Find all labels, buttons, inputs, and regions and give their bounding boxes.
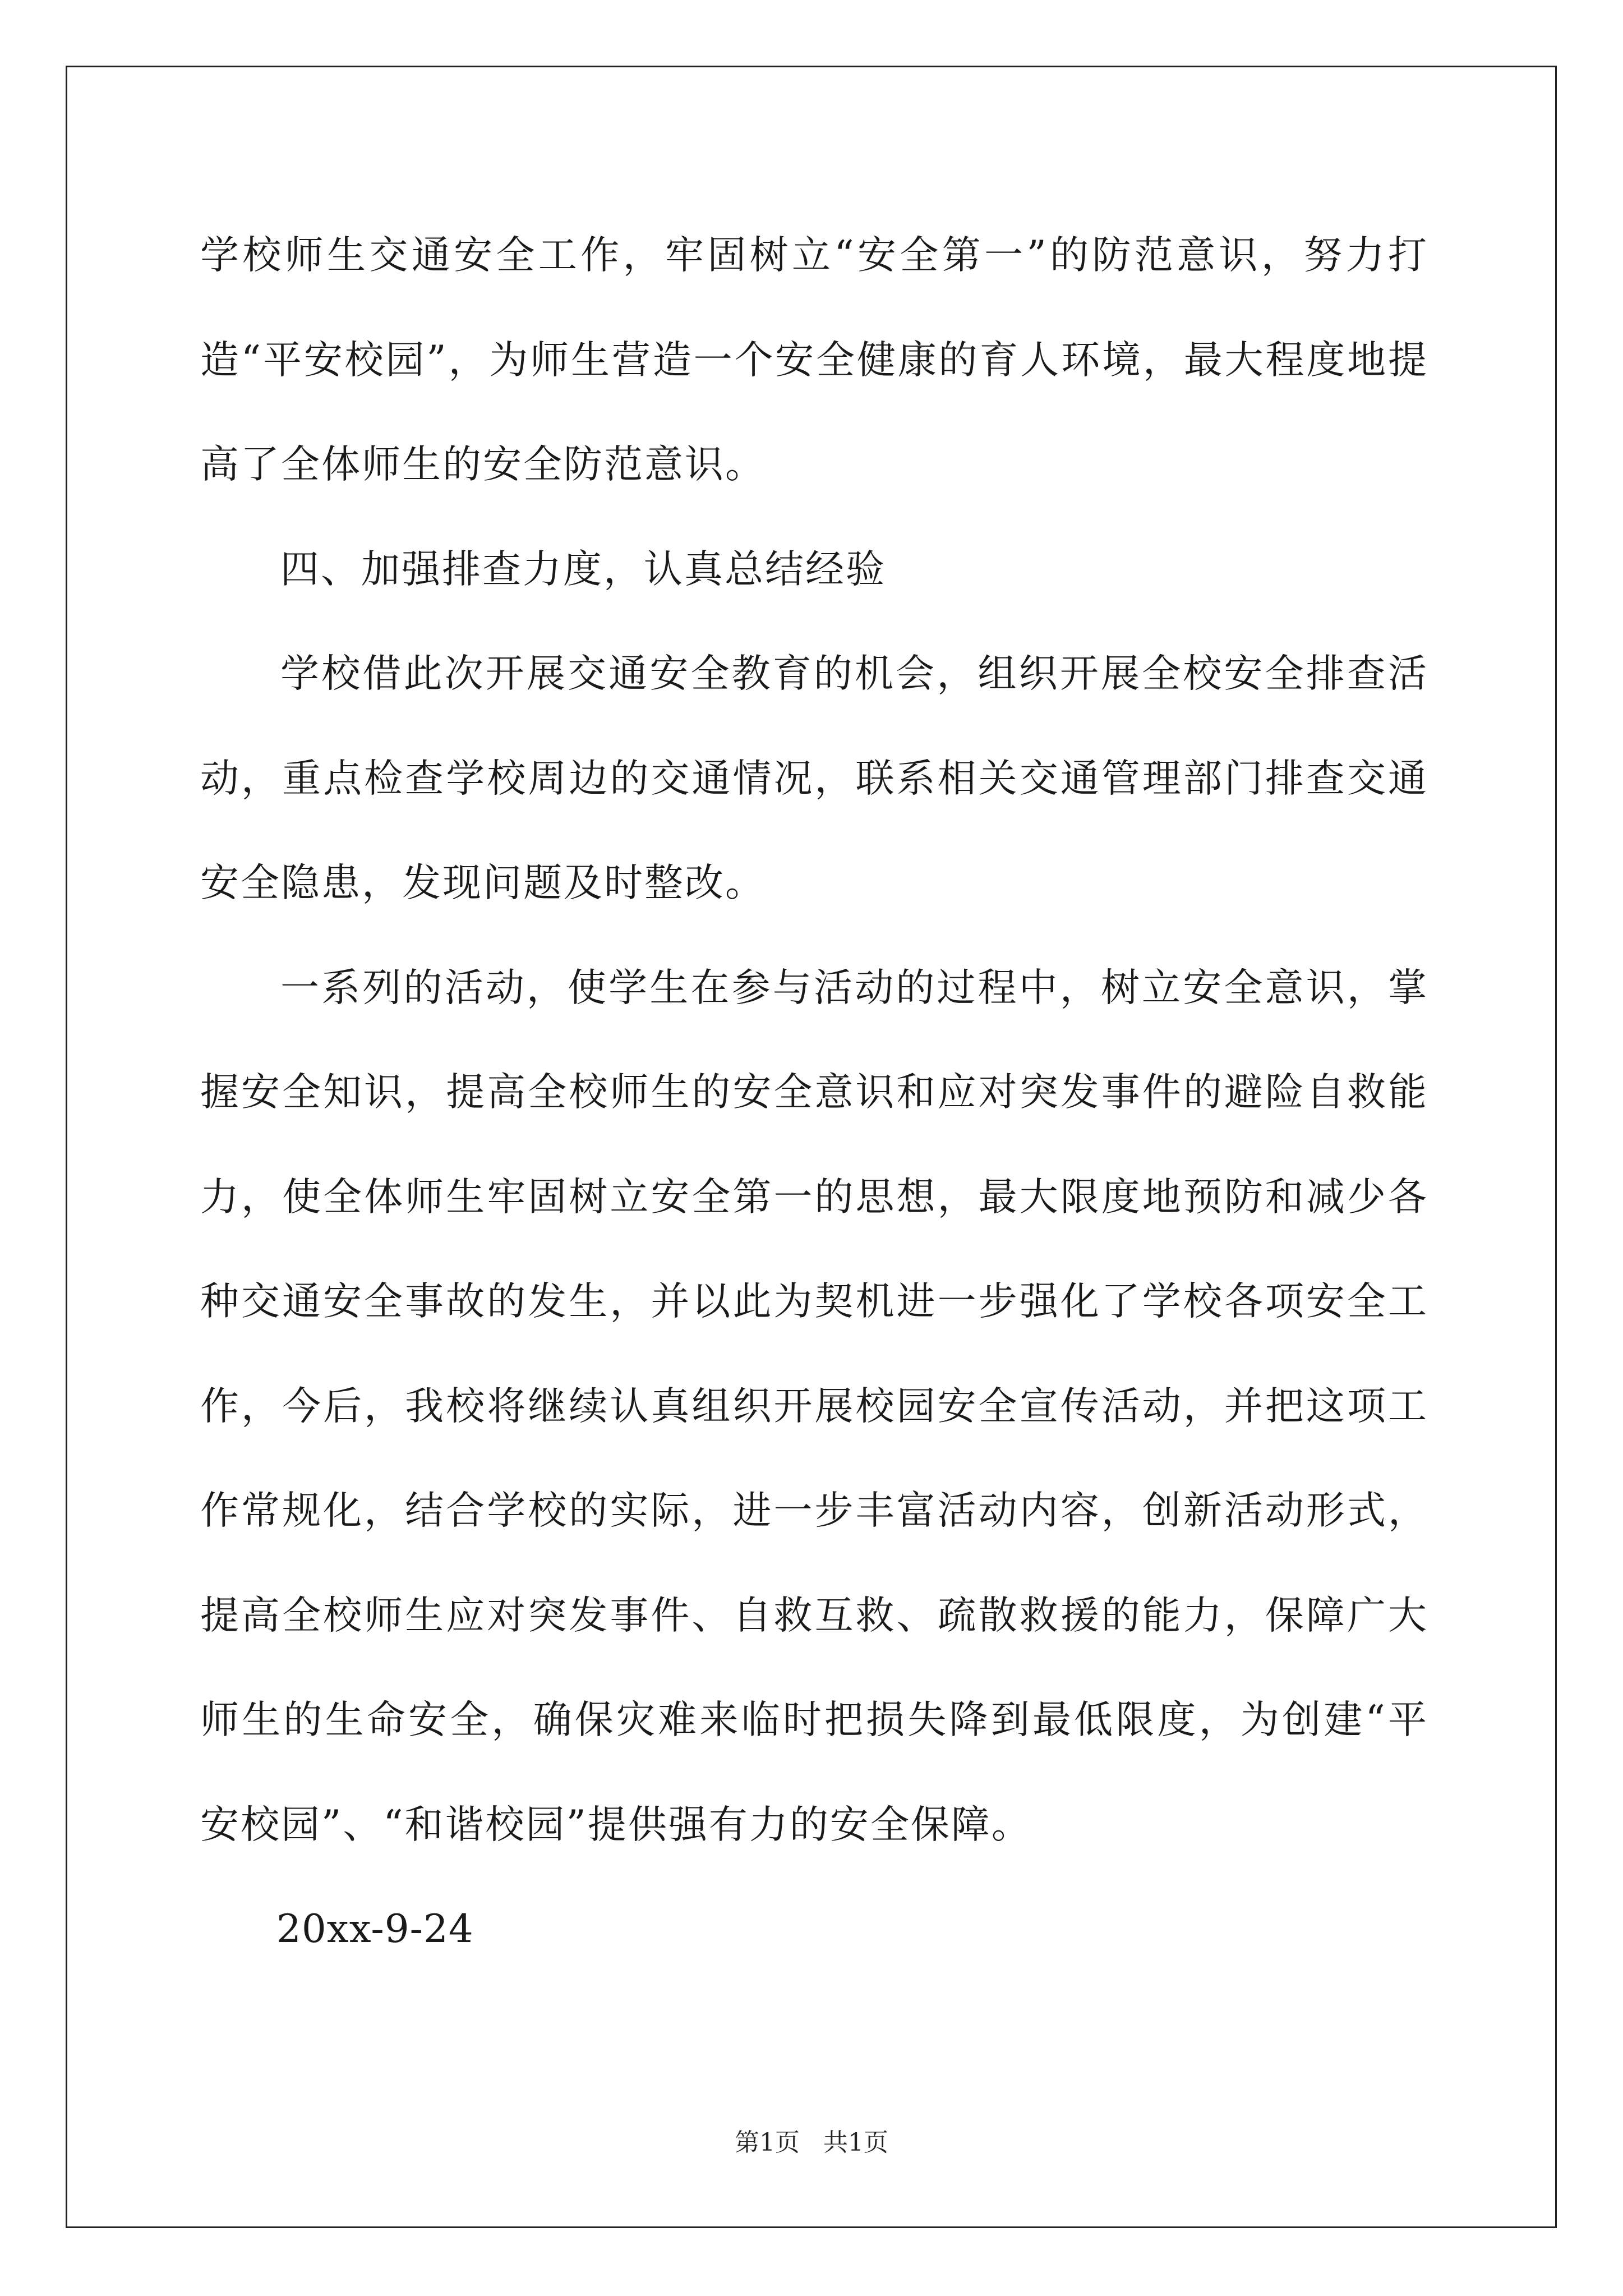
document-body <box>200 203 1428 1982</box>
section-heading-inspection: 四、加强排查力度，认真总结经验 <box>280 546 886 592</box>
page-number-total: 共1页 <box>823 2128 888 2157</box>
page-footer <box>0 2126 1623 2160</box>
paragraph-inspection: 学校借此次开展交通安全教育的机会，组织开展全校安全排查活动，重点检查学校周边的交通情况，联系相关交通管理部门排查交通安全隐患，发现问题及时整改。 <box>200 651 1428 905</box>
paragraph-summary: 一系列的活动，使学生在参与活动的过程中，树立安全意识，掌握安全知识，提高全校师生的安全意识和应对突发事件的避险自救能力，使全体师生牢固树立安全第一的思想，最大限度地预防和减少各种交通安全事故的发生，并以此为契机进一步强化了学校各项安全工作，今后，我校将继续认真组织开展校园安全宣传活动，并把这项工作常规化，结合学校的实际，进一步丰富活动内容，创新活动形式，提高全校师生应对突发事件、自救互救、疏散救援的能力，保障广大师生的生命安全，确保灾难来临时把损失降到最低限度，为创建“平安校园”、“和谐校园”提供强有力的安全保障。 <box>200 965 1428 1847</box>
document-date: 20xx-9-24 <box>276 1907 474 1952</box>
page-number-current: 第1页 <box>735 2128 800 2157</box>
paragraph-safety-awareness: 学校师生交通安全工作，牢固树立“安全第一”的防范意识，努力打造“平安校园”，为师生营造一个安全健康的育人环境，最大程度地提高了全体师生的安全防范意识。 <box>200 233 1428 487</box>
